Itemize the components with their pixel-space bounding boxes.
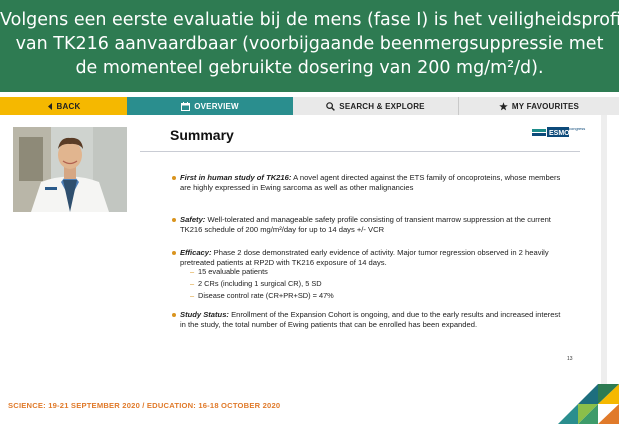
calendar-icon xyxy=(181,102,190,111)
bullet-dot xyxy=(172,176,176,180)
sub-item: – Disease control rate (CR+PR+SD) = 47% xyxy=(198,291,334,301)
search-icon xyxy=(326,102,335,111)
tab-search-label: SEARCH & EXPLORE xyxy=(339,101,425,111)
tab-favourites-label: MY FAVOURITES xyxy=(511,101,580,111)
back-button[interactable] xyxy=(0,97,127,115)
esmo-logo xyxy=(532,123,586,141)
headline-banner xyxy=(0,0,637,92)
bullet-efficacy xyxy=(180,248,565,267)
sub-item: – 2 CRs (including 1 surgical CR), 5 SD xyxy=(198,279,322,289)
bullet-head: Study Status: xyxy=(180,310,229,319)
bullet-dot xyxy=(172,218,176,222)
bullet-head: First in human study of TK216: xyxy=(180,173,292,182)
bullet-dot xyxy=(172,251,176,255)
star-icon xyxy=(499,102,508,111)
bullet-head: Safety: xyxy=(180,215,206,224)
esmo-logo-text: ESMO xyxy=(549,130,570,137)
scrollbar[interactable] xyxy=(601,115,607,384)
headline-line-3: de momenteel gebruikte dosering van 200 mg/m²/d). xyxy=(75,58,544,78)
navigation-bar xyxy=(0,97,619,115)
tab-my-favourites[interactable] xyxy=(459,97,619,115)
footer xyxy=(0,384,619,424)
slide xyxy=(140,115,588,375)
bullet-text: Well-tolerated and manageable safety profile consisting of transient marrow suppression at the current TK216 schedule of 200 mg/m²/day for up to 14 days +/- VCR xyxy=(180,215,551,234)
esmo-logo-sub: congress xyxy=(569,126,586,131)
bullet-safety xyxy=(180,215,565,234)
bullet-text: Phase 2 dose demonstrated early evidence of activity. Major tumor regression observed in 2 heavily pretreated patients at RP2D with TK216 exposure of 14 days. xyxy=(180,248,549,267)
bullet-first-in-human xyxy=(180,173,565,192)
bullet-dot xyxy=(172,313,176,317)
chevron-left-icon xyxy=(47,103,53,110)
bullet-text: A novel agent directed against the ETS family of oncoproteins, whose members are highly expressed in Ewing sarcoma as well as other malignancies xyxy=(180,173,561,192)
bullet-study-status xyxy=(180,310,565,329)
tab-search-explore[interactable] xyxy=(293,97,459,115)
headline-line-1: Volgens een eerste evaluatie bij de mens (fase I) is het veiligheidsprofiel xyxy=(0,10,637,30)
bullet-text: Enrollment of the Expansion Cohort is ongoing, and due to the early results and increased interest in the study, the total number of Ewing patients that can be enrolled has been expanded. xyxy=(180,310,561,329)
tab-overview[interactable] xyxy=(127,97,293,115)
tab-overview-label: OVERVIEW xyxy=(194,101,239,111)
slide-title: Summary xyxy=(170,127,234,143)
event-dates: SCIENCE: 19-21 SEPTEMBER 2020 / EDUCATION: 16-18 OCTOBER 2020 xyxy=(8,401,281,410)
back-label: BACK xyxy=(56,101,81,111)
speaker-photo xyxy=(13,127,127,212)
bullet-head: Efficacy: xyxy=(180,248,212,257)
pattern-graphic xyxy=(538,384,619,424)
title-divider xyxy=(140,151,580,152)
headline-line-2: van TK216 aanvaardbaar (voorbijgaande beenmergsuppressie met xyxy=(15,34,604,54)
presentation-viewer xyxy=(0,115,619,384)
sub-item: – 15 evaluable patients xyxy=(198,267,268,277)
slide-page-number: 13 xyxy=(567,356,573,362)
